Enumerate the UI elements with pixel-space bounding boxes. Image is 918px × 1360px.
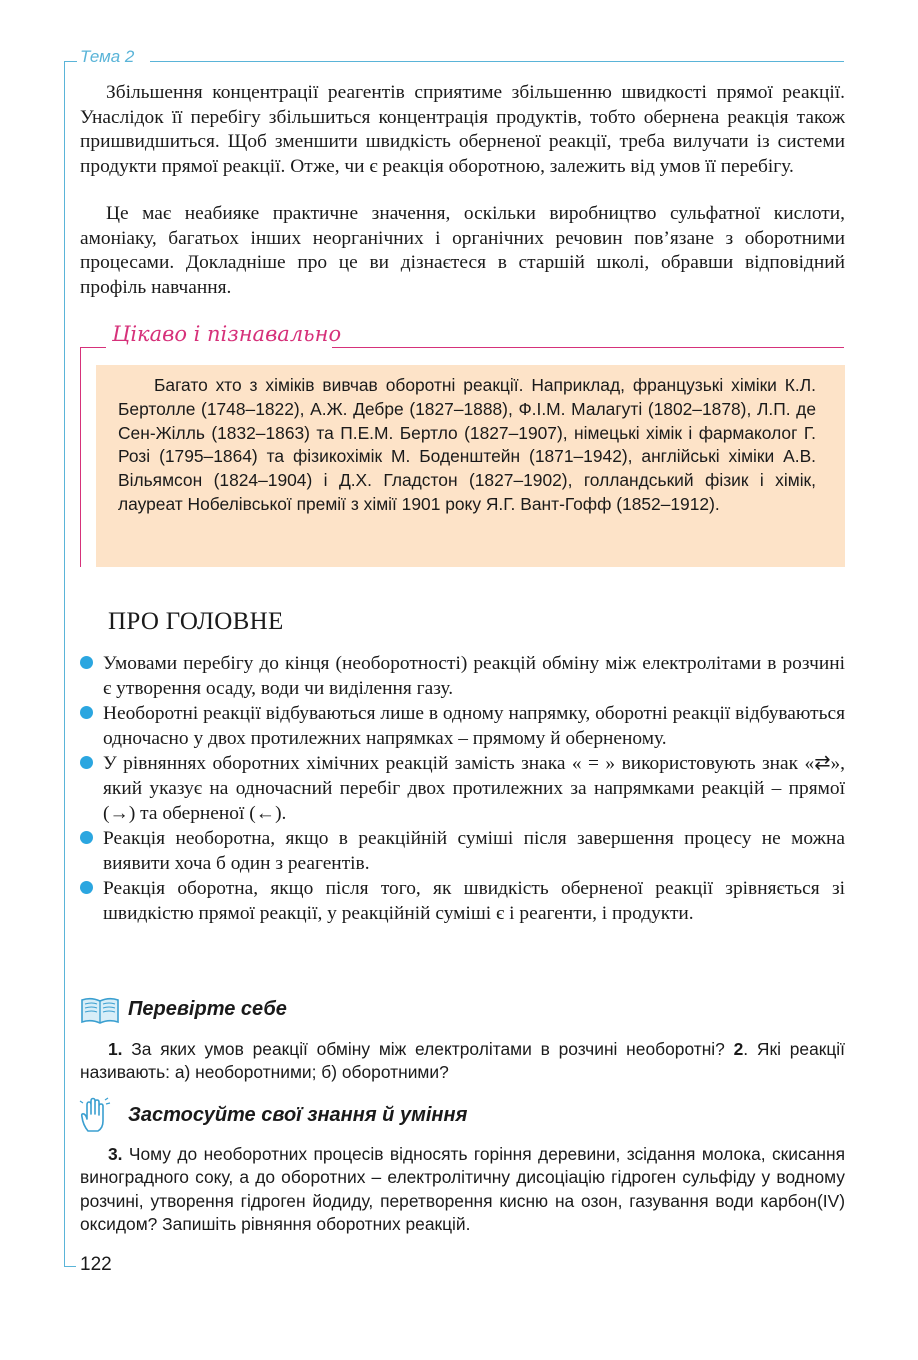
- summary-item-text: Умовами перебігу до кінця (необоротності) реакцій обміну між електролітами в розчині є утворення осаду, води чи виділення газу.: [103, 653, 845, 699]
- open-book-icon: [79, 996, 121, 1026]
- summary-item-text: Реакція оборотна, якщо після того, як швидкість оберненої реакції зрівняється зі швидкістю прямої реакції, у реакційній суміші є і реагенти, і продукти.: [103, 878, 845, 924]
- summary-item-text: У рівняннях оборотних хімічних реакцій замість знака « = » використовують знак «⇄», який указує на одночасний перебіг двох протилежних за напрямками реакцій – прямої (→) та оберненої (←).: [103, 753, 845, 824]
- summary-heading: ПРО ГОЛОВНЕ: [108, 608, 284, 635]
- apply-knowledge-question: [80, 1143, 845, 1237]
- summary-item: [80, 826, 845, 876]
- bullet-icon: [80, 756, 93, 769]
- summary-item: [80, 751, 845, 826]
- hand-icon: [79, 1097, 111, 1133]
- question-number: 3.: [108, 1144, 123, 1164]
- header-rule-left: [64, 61, 77, 62]
- left-margin-rule: [64, 61, 65, 1266]
- bullet-icon: [80, 831, 93, 844]
- topic-label: Тема 2: [80, 47, 135, 66]
- question-text: За яких умов реакції обміну між електролітами в розчині необоротні?: [122, 1039, 734, 1059]
- summary-item-text: Необоротні реакції відбуваються лише в одному напрямку, оборотні реакції відбуваються одночасно у двох протилежних напрямках – прямому й оберненому.: [103, 703, 845, 749]
- footer-rule: [64, 1266, 76, 1267]
- check-yourself-title: Перевірте себе: [128, 998, 287, 1020]
- header-rule: [150, 61, 844, 62]
- apply-knowledge-title: Застосуйте свої знання й уміння: [128, 1104, 468, 1126]
- interesting-text: Багато хто з хіміків вивчав оборотні реакції. Наприклад, французькі хіміки К.Л. Бертолле (1748–1822), А.Ж. Дебре (1827–1888), Ф.І.М. Малагуті (1802–1878), Л.П. де Сен-Жілль (1832–1863) та П.Е.М. Бертло (1827–1907), німецькі хімік і фармаколог Г. Розі (1795–1864) та фізикохімік М. Боденштейн (1871–1942), англійські хіміки А.В. Вільямсон (1824–1904) і Д.Х. Гладстон (1827–1902), голландський фізик і хімік, лауреат Нобелівської премії з хімії 1901 року Я.Г. Вант-Гофф (1852–1912).: [118, 375, 816, 514]
- interesting-side-rule: [80, 347, 81, 567]
- interesting-rule-left: [80, 347, 106, 348]
- bullet-icon: [80, 881, 93, 894]
- summary-item-text: Реакція необоротна, якщо в реакційній суміші після завершення процесу не можна виявити хоча б один з реагентів.: [103, 828, 845, 874]
- page-number: 122: [80, 1254, 112, 1275]
- body-paragraph-2: Це має неабияке практичне значення, оскільки виробництво сульфатної кислоти, амоніаку, багатьох інших неорганічних і органічних речовин пов’язане з оборотними процесами. Докладніше про це ви дізнаєтеся в старшій школі, обравши відповідний профіль навчання.: [80, 203, 845, 298]
- body-paragraph-1: Збільшення концентрації реагентів сприятиме збільшенню швидкості прямої реакції. Унаслідок її перебігу збільшиться концентрація продуктів, тобто обернена реакція також пришвидшиться. Щоб зменшити швидкість оберненої реакції, треба вилучати із системи продукти прямої реакції. Отже, чи є реакція оборотною, залежить від умов її перебігу.: [80, 82, 845, 177]
- summary-item: [80, 651, 845, 701]
- question-number: 1.: [108, 1039, 123, 1059]
- summary-list: [80, 651, 845, 926]
- bullet-icon: [80, 706, 93, 719]
- interesting-title: Цікаво і пізнавально: [112, 322, 342, 346]
- question-text: Чому до необоротних процесів відносять горіння деревини, зсідання молока, скисання виноградного соку, а до оборотних – електролітичну дисоціацію гідроген сульфіду у водному розчині, утворення гідроген йодиду, перетворення кисню на озон, газування води карбон(IV) оксидом? Запишіть рівняння оборотних реакцій.: [80, 1144, 845, 1235]
- check-yourself-questions: [80, 1038, 845, 1084]
- interesting-rule: [332, 347, 844, 348]
- question-number: 2: [733, 1039, 744, 1059]
- bullet-icon: [80, 656, 93, 669]
- question-text: . Які реакції називають: а) необоротними; б) оборотними?: [80, 1039, 845, 1082]
- summary-item: [80, 701, 845, 751]
- summary-item: [80, 876, 845, 926]
